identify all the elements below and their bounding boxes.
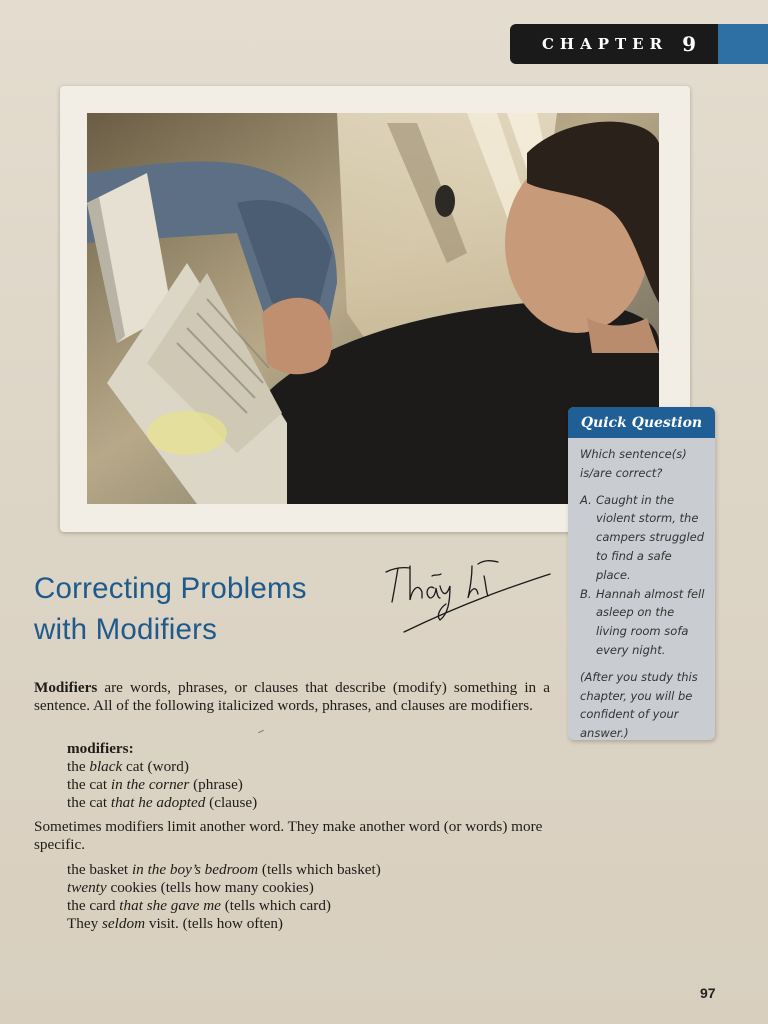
example-item: the black cat (word) <box>67 758 189 775</box>
example-item: They seldom visit. (tells how often) <box>67 915 283 932</box>
quick-question-box <box>568 407 715 740</box>
section-title-line: with Modifiers <box>34 613 218 646</box>
option-text: Caught in the violent storm, the campers struggled to find a safe place. <box>596 492 705 582</box>
quick-question-prompt: Which sentence(s) is/are correct? <box>580 447 687 480</box>
quick-question-option <box>580 491 707 585</box>
example-item: the basket in the boy’s bedroom (tells which basket) <box>67 861 381 878</box>
example-list-2 <box>67 861 381 933</box>
quick-question-option <box>580 585 707 660</box>
chapter-label: CHAPTER <box>541 35 669 53</box>
example-item: twenty cookies (tells how many cookies) <box>67 879 314 896</box>
section-title <box>34 568 307 650</box>
example-item: the cat that he adopted (clause) <box>67 794 258 811</box>
chapter-tab <box>510 24 718 64</box>
intro-term: Modifiers <box>34 679 98 696</box>
chapter-color-band <box>718 24 768 64</box>
section-title-line: Correcting Problems <box>34 572 307 605</box>
example-list <box>67 758 257 812</box>
option-text: Hannah almost fell asleep on the living room sofa every night. <box>596 586 705 657</box>
example-item: the card that she gave me (tells which card) <box>67 897 331 914</box>
quick-question-note: (After you study this chapter, you will be confident of your answer.) <box>580 669 698 741</box>
handwritten-signature <box>380 548 555 638</box>
examples-label: modifiers: <box>67 740 134 757</box>
quick-question-heading: Quick Question <box>568 407 715 438</box>
option-letter: B. <box>580 586 592 601</box>
intro-text: are words, phrases, or clauses that describe (modify) something in a sentence. All of the following italicized words, phrases, and clauses are modifiers. <box>34 679 550 714</box>
paragraph-2: Sometimes modifiers limit another word. They make another word (or words) more specific. <box>34 818 543 853</box>
intro-paragraph <box>34 679 550 715</box>
chapter-number: 9 <box>682 32 696 56</box>
option-letter: A. <box>580 492 592 507</box>
stray-mark <box>258 730 264 733</box>
example-item: the cat in the corner (phrase) <box>67 776 243 793</box>
page-number: 97 <box>700 985 716 1001</box>
